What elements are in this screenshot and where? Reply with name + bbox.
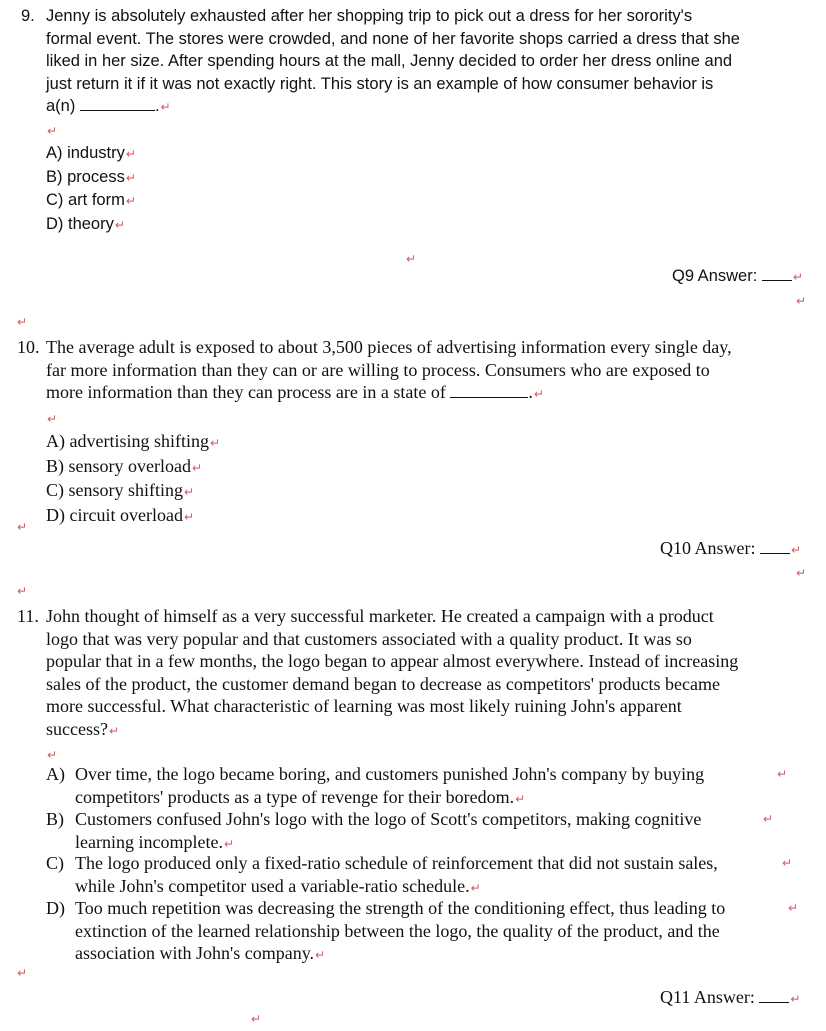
return-mark-icon: ↵ [515, 791, 526, 806]
option-line-text: competitors' products as a type of revenge for their boredom. [75, 786, 515, 807]
answer-blank [450, 396, 528, 398]
option-a [75, 763, 704, 810]
option-text: A) advertising shifting [46, 431, 209, 451]
question-last-line [46, 381, 732, 406]
question-line: logo that was very popular and that customers associated with a quality product. It was so [46, 628, 692, 649]
return-mark-icon: ↵ [792, 270, 803, 284]
answer-blank [80, 109, 155, 111]
question-line: formal event. The stores were crowded, and none of her favorite shops carried a dress that she [46, 29, 740, 48]
answer-label: Q11 Answer: [660, 987, 760, 1007]
return-mark-icon: ↵ [47, 411, 58, 426]
question-line: liked in her size. After spending hours at the mall, Jenny decided to order her dress online and [46, 52, 733, 70]
return-mark-icon: ↵ [782, 856, 793, 870]
return-mark-icon: ↵ [125, 170, 136, 185]
return-mark-icon: ↵ [790, 992, 801, 1006]
return-mark-icon: ↵ [125, 147, 136, 161]
question-line [46, 718, 738, 743]
option-line-text: while John's competitor used a variable-ratio schedule. [75, 875, 470, 896]
return-mark-icon: ↵ [796, 294, 807, 308]
return-mark-icon: ↵ [796, 566, 807, 580]
option-text: A) industry [46, 144, 125, 162]
return-mark-icon: ↵ [184, 485, 195, 499]
question-line: more successful. What characteristic of learning was most likely ruining John's apparent [46, 696, 682, 716]
return-mark-icon: ↵ [125, 194, 136, 208]
return-mark-icon: ↵ [533, 387, 544, 401]
question-number: 9. [21, 7, 35, 25]
option [46, 189, 740, 213]
option [46, 455, 732, 480]
return-mark-icon: ↵ [763, 812, 774, 826]
option [46, 430, 732, 455]
question-last-line [46, 95, 740, 119]
return-mark-icon: ↵ [223, 836, 235, 851]
question-line: John thought of himself as a very successful marketer. He created a campaign with a product [46, 606, 714, 626]
question-line-text: success? [46, 718, 108, 739]
option-text: D) theory [46, 214, 114, 233]
question-number: 11. [17, 606, 39, 626]
text-suffix: . [154, 97, 160, 115]
return-mark-icon: ↵ [777, 767, 788, 781]
answer-label: Q10 Answer: [660, 538, 760, 558]
return-mark-icon: ↵ [160, 100, 171, 114]
return-mark-icon: ↵ [114, 217, 125, 232]
return-mark-icon: ↵ [406, 252, 417, 266]
text-prefix: a(n) [46, 97, 80, 115]
option-d [75, 897, 725, 967]
return-mark-icon: ↵ [788, 901, 799, 915]
option-text: C) art form [46, 191, 125, 209]
return-mark-icon: ↵ [108, 723, 120, 738]
option-label: B) [46, 809, 64, 829]
empty-paragraph [46, 406, 732, 431]
option-label: D) [46, 898, 65, 918]
option [46, 213, 740, 237]
option-line: Too much repetition was decreasing the strength of the conditioning effect, thus leading to [75, 898, 726, 918]
option-text: D) circuit overload [46, 504, 183, 525]
return-mark-icon: ↵ [251, 1012, 262, 1026]
return-mark-icon: ↵ [209, 436, 221, 450]
answer-blank[interactable] [760, 552, 790, 554]
return-mark-icon: ↵ [791, 543, 802, 557]
question-line: Jenny is absolutely exhausted after her shopping trip to pick out a dress for her sorority's [46, 7, 693, 25]
option-label: C) [46, 853, 64, 873]
question-line: sales of the product, the customer demand began to decrease as competitors' products became [46, 673, 720, 694]
answer-blank[interactable] [759, 1001, 789, 1003]
answer-label: Q9 Answer: [672, 267, 762, 285]
option-line: Over time, the logo became boring, and customers punished John's company by buying [75, 764, 705, 784]
q10-answer [660, 537, 801, 562]
option-label: A) [46, 764, 65, 784]
text-prefix: more information than they can process are in a state of [46, 382, 451, 402]
return-mark-icon: ↵ [47, 123, 58, 138]
empty-paragraph [46, 119, 740, 143]
question-text [46, 5, 740, 236]
option-line: Customers confused John's logo with the logo of Scott's competitors, making cognitive [75, 809, 702, 829]
option-line-text: learning incomplete. [75, 831, 223, 852]
return-mark-icon: ↵ [17, 520, 28, 534]
option-line: extinction of the learned relationship between the logo, the quality of the product, and the [75, 920, 720, 941]
return-mark-icon: ↵ [17, 584, 28, 598]
q11-answer [660, 986, 800, 1011]
return-mark-icon: ↵ [470, 880, 481, 895]
question-number: 10. [17, 337, 40, 357]
option [46, 504, 732, 529]
question-text [46, 336, 732, 528]
option [46, 166, 740, 190]
option-line-text: association with John's company. [75, 943, 315, 963]
question-line: popular that in a few months, the logo began to appear almost everywhere. Instead of increasing [46, 651, 739, 671]
option [46, 142, 740, 166]
option-line [75, 875, 718, 900]
question-line: just return it if it was not exactly right. This story is an example of how consumer behavior is [46, 74, 714, 93]
return-mark-icon: ↵ [315, 948, 326, 962]
option-b [75, 808, 701, 855]
option-line [75, 942, 725, 967]
question-line: The average adult is exposed to about 3,500 pieces of advertising information every single day, [46, 337, 732, 357]
return-mark-icon: ↵ [17, 315, 28, 329]
question-line: far more information than they can or are willing to process. Consumers who are exposed to [46, 359, 710, 380]
return-mark-icon: ↵ [17, 966, 28, 980]
question-text [46, 605, 738, 767]
option-text: B) sensory overload [46, 455, 191, 476]
return-mark-icon: ↵ [183, 509, 195, 524]
return-mark-icon: ↵ [191, 460, 203, 475]
q9-answer [672, 265, 803, 289]
option-line: The logo produced only a fixed-ratio schedule of reinforcement that did not sustain sales, [75, 853, 718, 873]
answer-blank[interactable] [762, 279, 792, 281]
option-line [75, 786, 704, 811]
text-suffix: . [528, 382, 533, 402]
return-mark-icon: ↵ [47, 748, 58, 762]
option-text: C) sensory shifting [46, 480, 183, 500]
option-text: B) process [46, 167, 125, 186]
option [46, 479, 732, 504]
option-c [75, 852, 718, 899]
